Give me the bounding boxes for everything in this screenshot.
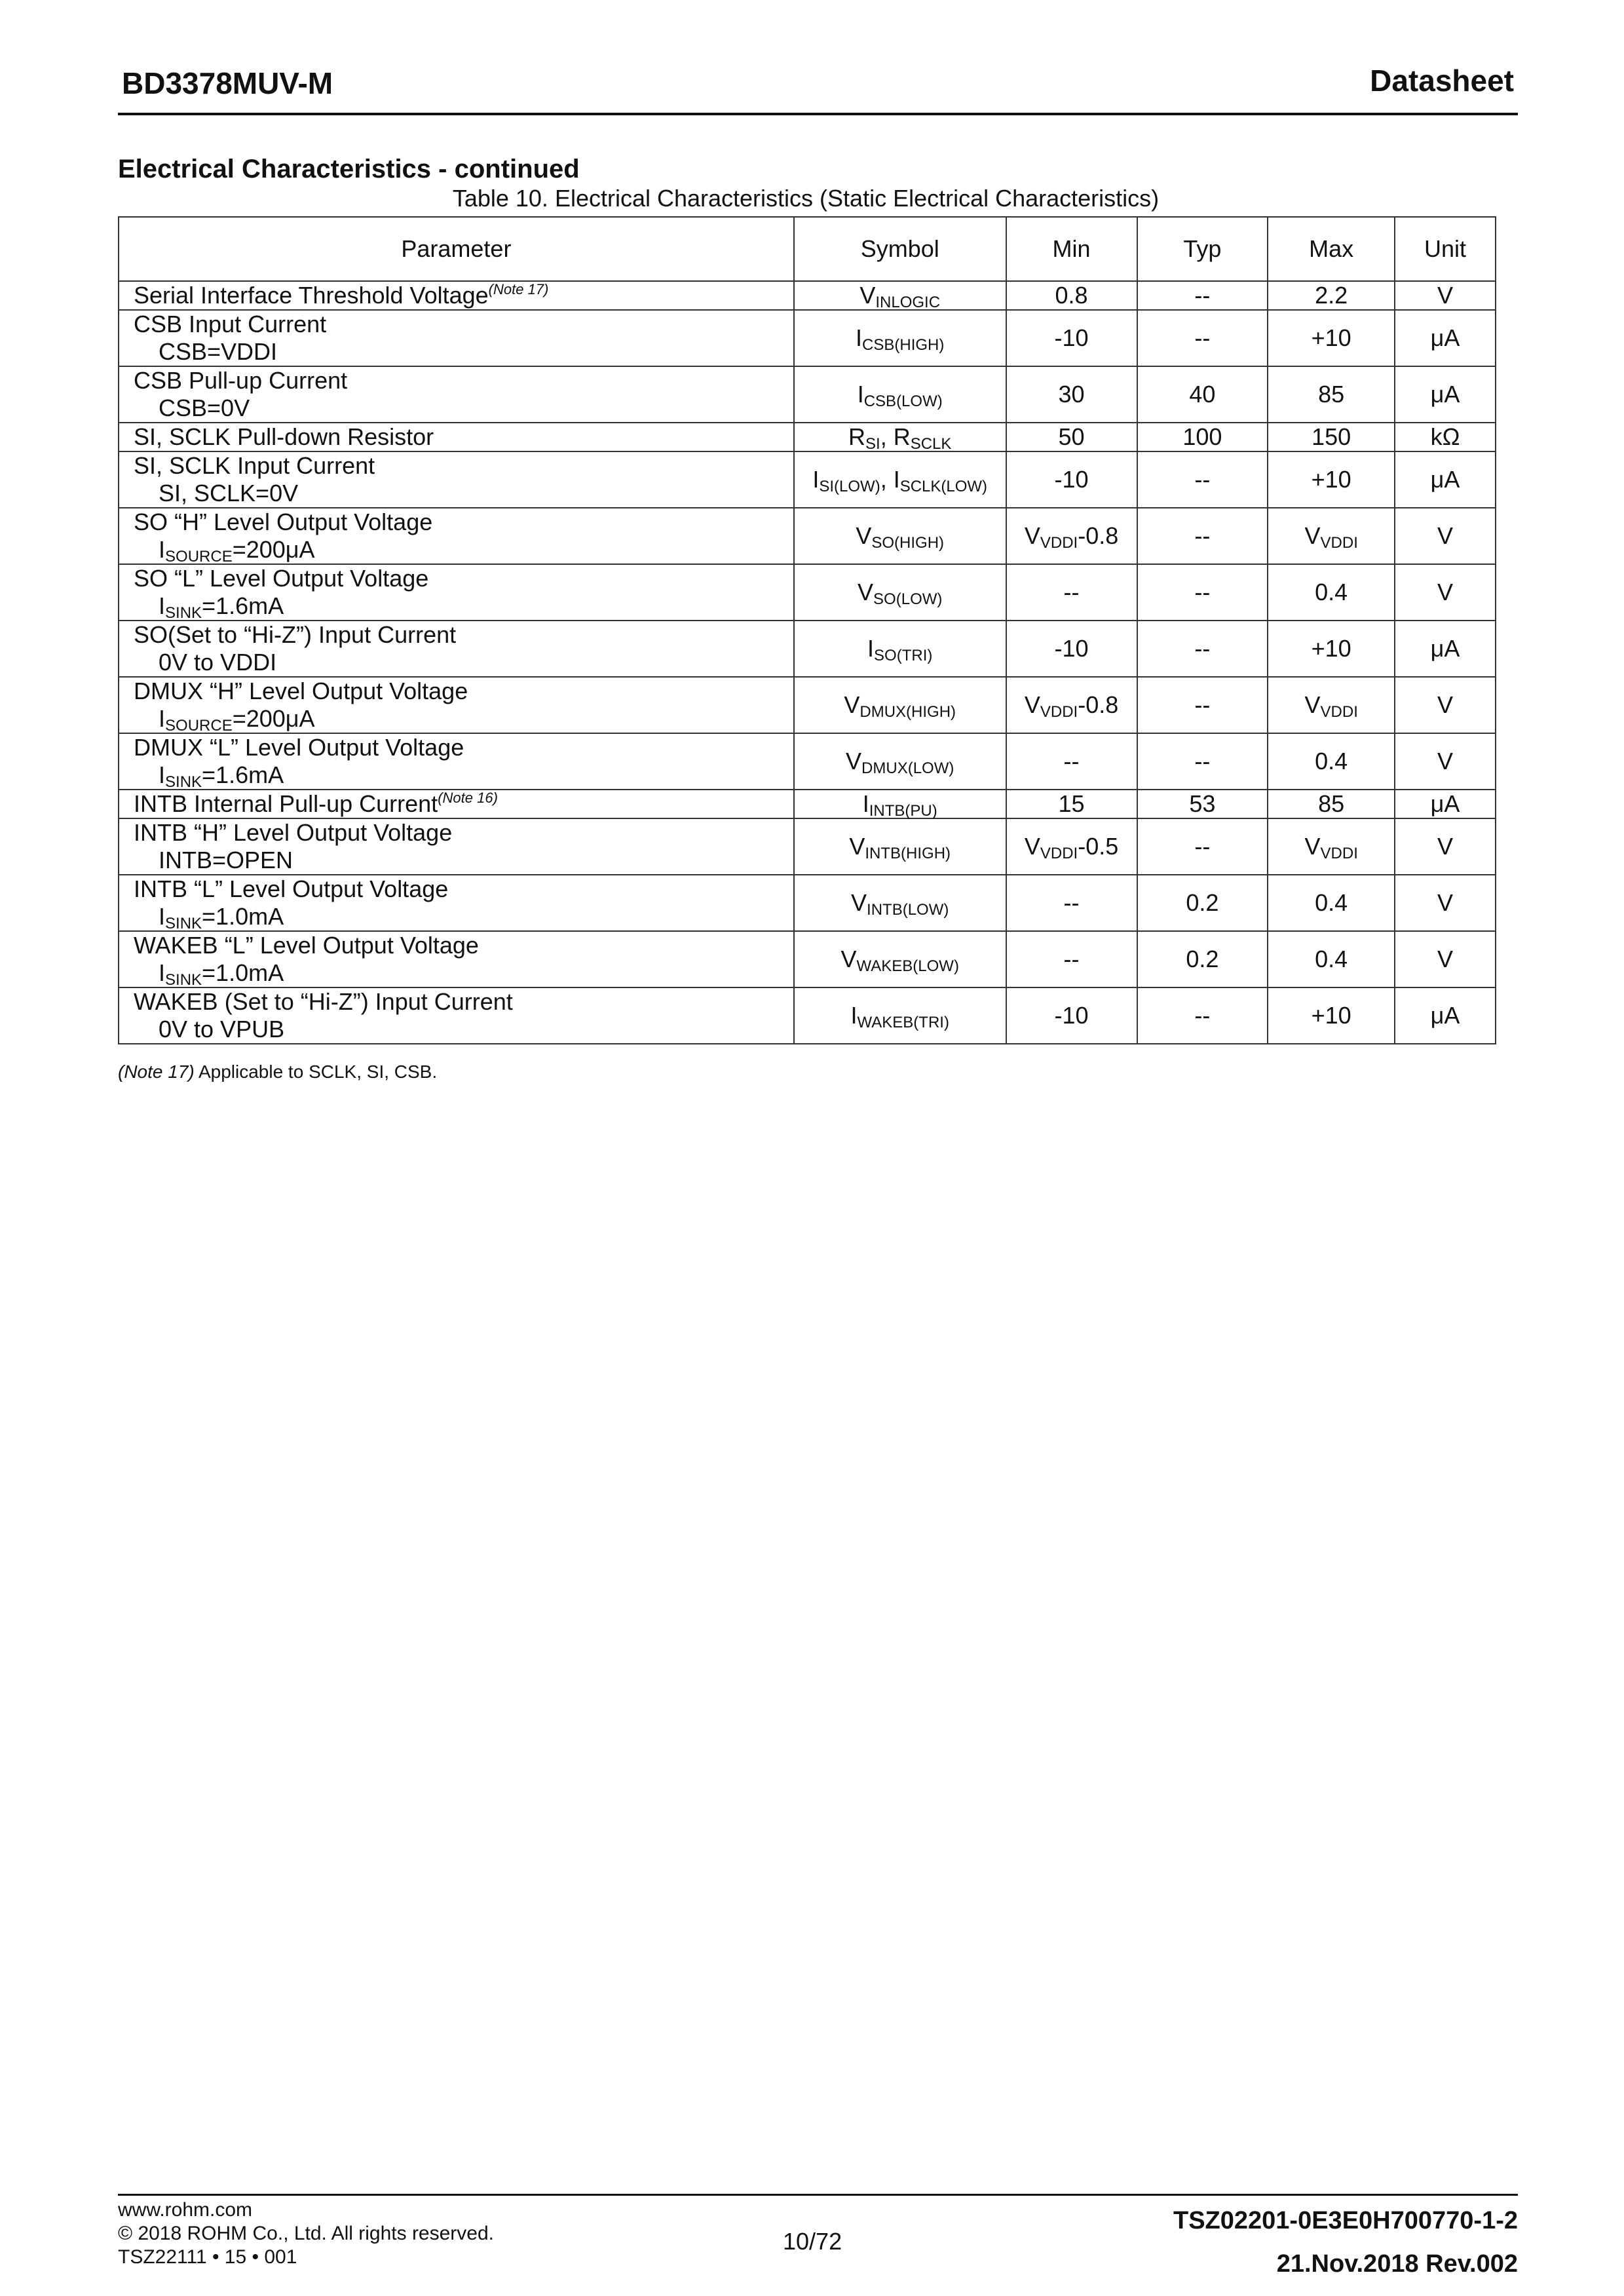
typ-cell: 0.2	[1137, 931, 1268, 987]
doc-type: Datasheet	[1370, 64, 1514, 98]
param-condition: $I_{SINK}=1.0mA$	[159, 959, 284, 989]
max-cell: 0.4	[1268, 564, 1395, 621]
table-row	[119, 423, 1496, 451]
typ-cell: --	[1137, 281, 1268, 310]
table-caption: Table 10. Electrical Characteristics (Static Electrical Characteristics)	[452, 185, 1160, 212]
symbol-cell	[794, 564, 1006, 621]
unit-cell: V	[1395, 818, 1496, 875]
table-row	[119, 508, 1496, 564]
col-header-min: Min	[1006, 217, 1137, 281]
min-cell: -10	[1006, 310, 1137, 366]
symbol-sub: WAKEB(TRI)	[857, 1014, 949, 1031]
param-condition: CSB=0V	[159, 394, 250, 421]
param-name: INTB Internal Pull-up Current	[134, 790, 438, 817]
table-row	[119, 733, 1496, 790]
footnote-label: (Note 17)	[118, 1062, 195, 1082]
footer-form-code: TSZ22111 • 15 • 001	[118, 2246, 297, 2268]
col-header-symbol: Symbol	[794, 217, 1006, 281]
footnote-text: Applicable to SCLK, SI, CSB.	[194, 1062, 438, 1082]
param-cell	[119, 451, 794, 508]
min-cell: $V_{VDDI}-0.8$	[1006, 677, 1137, 733]
header-divider	[118, 113, 1518, 115]
max-cell: $V_{VDDI}$	[1268, 508, 1395, 564]
param-cell	[119, 564, 794, 621]
param-cell	[119, 987, 794, 1044]
typ-cell: 0.2	[1137, 875, 1268, 931]
symbol-sub: CSB(LOW)	[863, 392, 943, 410]
table-row	[119, 987, 1496, 1044]
param-name: SI, SCLK Pull-down Resistor	[134, 423, 434, 450]
table-row	[119, 451, 1496, 508]
param-condition: INTB=OPEN	[159, 847, 293, 873]
symbol-sub: INTB(LOW)	[867, 901, 949, 919]
param-name: Serial Interface Threshold Voltage	[134, 282, 489, 309]
param-cell	[119, 790, 794, 818]
symbol-sub: INTB(HIGH)	[865, 845, 951, 862]
param-cell	[119, 310, 794, 366]
footnote	[118, 1062, 437, 1082]
max-cell: +10	[1268, 987, 1395, 1044]
unit-cell: μA	[1395, 451, 1496, 508]
symbol-sub: SO(LOW)	[873, 590, 943, 608]
unit-cell: V	[1395, 733, 1496, 790]
param-cell	[119, 281, 794, 310]
symbol: V	[859, 282, 876, 309]
typ-cell: --	[1137, 733, 1268, 790]
table-row	[119, 310, 1496, 366]
max-cell: 85	[1268, 366, 1395, 423]
electrical-characteristics-table	[118, 216, 1496, 1044]
table-row	[119, 875, 1496, 931]
table-row	[119, 790, 1496, 818]
symbol: V	[849, 833, 865, 860]
min-cell: -10	[1006, 621, 1137, 677]
typ-cell: --	[1137, 564, 1268, 621]
max-cell: 0.4	[1268, 875, 1395, 931]
footer-divider	[118, 2194, 1518, 2196]
symbol: I	[857, 381, 864, 408]
symbol-sub: DMUX(LOW)	[861, 759, 954, 777]
min-cell: --	[1006, 733, 1137, 790]
param-condition: $I_{SINK}=1.6mA$	[159, 761, 284, 791]
typ-cell: --	[1137, 508, 1268, 564]
symbol-sub: INTB(PU)	[869, 802, 937, 820]
symbol-sub: SCLK	[910, 435, 952, 453]
param-condition: CSB=VDDI	[159, 338, 278, 365]
symbol-sub: CSB(HIGH)	[862, 336, 945, 354]
symbol: I	[850, 1002, 858, 1029]
symbol-cell	[794, 508, 1006, 564]
symbol-sub: INLOGIC	[875, 294, 941, 311]
param-cell	[119, 423, 794, 451]
unit-cell: V	[1395, 677, 1496, 733]
col-header-max: Max	[1268, 217, 1395, 281]
symbol-cell	[794, 987, 1006, 1044]
max-cell: +10	[1268, 310, 1395, 366]
typ-cell: 40	[1137, 366, 1268, 423]
symbol: V	[846, 748, 862, 775]
table-row	[119, 281, 1496, 310]
max-cell: +10	[1268, 451, 1395, 508]
unit-cell: kΩ	[1395, 423, 1496, 451]
param-condition: $I_{SINK}=1.0mA$	[159, 903, 284, 932]
min-cell: -10	[1006, 451, 1137, 508]
param-name: INTB “H” Level Output Voltage	[134, 819, 453, 846]
param-name: INTB “L” Level Output Voltage	[134, 875, 449, 902]
min-cell: --	[1006, 931, 1137, 987]
symbol-cell	[794, 931, 1006, 987]
symbol: V	[851, 889, 867, 916]
param-cell	[119, 818, 794, 875]
param-name: SO(Set to “Hi-Z”) Input Current	[134, 621, 457, 648]
max-cell: 150	[1268, 423, 1395, 451]
param-condition: $I_{SOURCE}=200\mu A$	[159, 705, 315, 735]
max-cell: 0.4	[1268, 931, 1395, 987]
typ-cell: --	[1137, 677, 1268, 733]
param-name: SI, SCLK Input Current	[134, 452, 375, 479]
col-header-unit: Unit	[1395, 217, 1496, 281]
symbol: V	[858, 579, 874, 605]
typ-cell: --	[1137, 451, 1268, 508]
param-condition: 0V to VDDI	[159, 649, 277, 676]
table-row	[119, 564, 1496, 621]
note-ref: (Note 16)	[438, 790, 498, 806]
max-cell: 2.2	[1268, 281, 1395, 310]
min-cell: 50	[1006, 423, 1137, 451]
param-condition: 0V to VPUB	[159, 1016, 285, 1043]
col-header-parameter: Parameter	[119, 217, 794, 281]
max-cell: $V_{VDDI}$	[1268, 818, 1395, 875]
unit-cell: V	[1395, 931, 1496, 987]
symbol: V	[856, 522, 872, 549]
doc-code: TSZ02201-0E3E0H700770-1-2	[1173, 2207, 1518, 2234]
typ-cell: 53	[1137, 790, 1268, 818]
param-name: SO “H” Level Output Voltage	[134, 508, 433, 535]
symbol-cell	[794, 366, 1006, 423]
param-name: CSB Pull-up Current	[134, 367, 348, 394]
unit-cell: V	[1395, 564, 1496, 621]
min-cell: --	[1006, 564, 1137, 621]
param-condition: $I_{SINK}=1.6mA$	[159, 592, 284, 622]
max-cell: $V_{VDDI}$	[1268, 677, 1395, 733]
symbol-sub: SO(HIGH)	[871, 534, 945, 552]
param-cell	[119, 621, 794, 677]
symbol-sub: SI	[865, 435, 880, 453]
page-number: 10/72	[783, 2228, 842, 2255]
footer-url[interactable]: www.rohm.com	[118, 2199, 253, 2221]
symbol-sub: SO(TRI)	[874, 647, 933, 664]
min-cell: 0.8	[1006, 281, 1137, 310]
param-cell	[119, 733, 794, 790]
max-cell: 85	[1268, 790, 1395, 818]
max-cell: 0.4	[1268, 733, 1395, 790]
unit-cell: V	[1395, 508, 1496, 564]
table-row	[119, 621, 1496, 677]
param-name: DMUX “H” Level Output Voltage	[134, 678, 468, 704]
symbol-cell	[794, 818, 1006, 875]
symbol-sep: , R	[880, 423, 911, 450]
min-cell: 15	[1006, 790, 1137, 818]
note-ref: (Note 17)	[488, 281, 549, 297]
section-title: Electrical Characteristics - continued	[118, 155, 580, 183]
min-cell: -10	[1006, 987, 1137, 1044]
symbol: I	[862, 790, 869, 817]
max-cell: +10	[1268, 621, 1395, 677]
table-row	[119, 931, 1496, 987]
param-cell	[119, 366, 794, 423]
table-row	[119, 818, 1496, 875]
unit-cell: μA	[1395, 987, 1496, 1044]
param-condition: $I_{SOURCE}=200\mu A$	[159, 536, 315, 565]
symbol-cell	[794, 423, 1006, 451]
symbol-sub: SI(LOW)	[819, 478, 880, 495]
unit-cell: μA	[1395, 621, 1496, 677]
typ-cell: --	[1137, 818, 1268, 875]
unit-cell: μA	[1395, 366, 1496, 423]
symbol: R	[848, 423, 865, 450]
param-cell	[119, 875, 794, 931]
part-number: BD3378MUV-M	[122, 66, 333, 100]
param-name: WAKEB “L” Level Output Voltage	[134, 932, 479, 959]
symbol-sub: DMUX(HIGH)	[859, 703, 956, 721]
min-cell: --	[1006, 875, 1137, 931]
doc-date-revision: 21.Nov.2018 Rev.002	[1276, 2250, 1518, 2278]
symbol-sep: , I	[880, 466, 900, 493]
symbol: I	[867, 635, 875, 662]
symbol-cell	[794, 451, 1006, 508]
symbol-sub: SCLK(LOW)	[899, 478, 988, 495]
typ-cell: 100	[1137, 423, 1268, 451]
param-cell	[119, 931, 794, 987]
min-cell: 30	[1006, 366, 1137, 423]
param-name: SO “L” Level Output Voltage	[134, 565, 429, 592]
typ-cell: --	[1137, 621, 1268, 677]
unit-cell: V	[1395, 875, 1496, 931]
param-name: CSB Input Current	[134, 311, 327, 337]
min-cell: $V_{VDDI}-0.5$	[1006, 818, 1137, 875]
symbol-sub: WAKEB(LOW)	[856, 957, 959, 975]
symbol-cell	[794, 310, 1006, 366]
table-row	[119, 366, 1496, 423]
col-header-typ: Typ	[1137, 217, 1268, 281]
symbol-cell	[794, 281, 1006, 310]
symbol-cell	[794, 790, 1006, 818]
symbol: V	[844, 691, 860, 718]
symbol-cell	[794, 875, 1006, 931]
footer-copyright: © 2018 ROHM Co., Ltd. All rights reserved.	[118, 2223, 494, 2244]
table-row	[119, 677, 1496, 733]
param-name: DMUX “L” Level Output Voltage	[134, 734, 464, 761]
symbol-cell	[794, 677, 1006, 733]
typ-cell: --	[1137, 987, 1268, 1044]
min-cell: $V_{VDDI}-0.8$	[1006, 508, 1137, 564]
symbol-cell	[794, 621, 1006, 677]
typ-cell: --	[1137, 310, 1268, 366]
param-condition: SI, SCLK=0V	[159, 480, 299, 507]
param-cell	[119, 508, 794, 564]
unit-cell: μA	[1395, 310, 1496, 366]
unit-cell: V	[1395, 281, 1496, 310]
param-cell	[119, 677, 794, 733]
symbol-cell	[794, 733, 1006, 790]
table-header-row	[119, 217, 1496, 281]
param-name: WAKEB (Set to “Hi-Z”) Input Current	[134, 988, 513, 1015]
symbol: V	[840, 946, 857, 972]
symbol: I	[856, 324, 863, 351]
unit-cell: μA	[1395, 790, 1496, 818]
symbol: I	[812, 466, 820, 493]
